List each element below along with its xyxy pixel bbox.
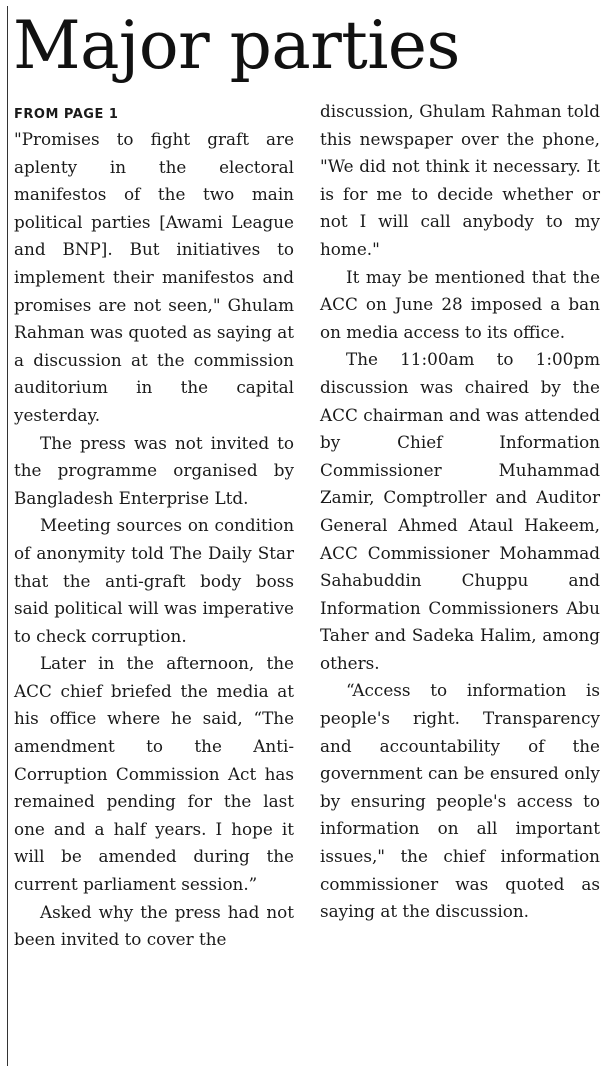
article-column-right — [320, 98, 600, 926]
kicker: FROM PAGE 1 — [14, 107, 119, 122]
article-paragraph: discussion, Ghulam Rahman told this newspaper over the phone, "We did not think it necessary. It is for me to decide whether or not I will call anybody to my home." — [320, 101, 600, 259]
article-paragraph: Later in the afternoon, the ACC chief briefed the media at his office where he said, “The amendment to the Anti-Corruption Commission Act has remained pending for the last one and a half years. I hope it will be amended during the current parliament session.” — [14, 653, 294, 895]
article-paragraph: The 11:00am to 1:00pm discussion was chaired by the ACC chairman and was attended by Chief Information Commissioner Muhammad Zamir, Comptroller and Auditor General Ahmed Ataul Hakeem, ACC Commissioner Mohammad Sahabuddin Chuppu and Information Commissioners Abu Taher and Sadeka Halim, among others. — [320, 349, 600, 673]
article-paragraph: The press was not invited to the programme organised by Bangladesh Enterprise Ltd. — [14, 432, 294, 508]
column-rule — [7, 6, 8, 1066]
article-paragraph: Meeting sources on condition of anonymity told The Daily Star that the anti-graft body boss said political will was imperative to check corruption. — [14, 515, 294, 646]
article-paragraph: "Promises to fight graft are aplenty in the electoral manifestos of the two main political parties [Awami League and BNP]. But initiatives to implement their manifestos and promises are not seen," Ghulam Rahman was quoted as saying at a discussion at the commission auditorium in the capital yesterday. — [14, 129, 294, 425]
article-paragraph: “Access to information is people's right. Transparency and accountability of the government can be ensured only by ensuring people's access to information on all important issues," the chief information commissioner was quoted as saying at the discussion. — [320, 680, 600, 922]
headline: Major parties — [13, 7, 460, 84]
article-paragraph: It may be mentioned that the ACC on June 28 imposed a ban on media access to its office. — [320, 266, 600, 342]
article-column-left — [14, 100, 294, 954]
article-paragraph: Asked why the press had not been invited to cover the — [14, 901, 294, 950]
